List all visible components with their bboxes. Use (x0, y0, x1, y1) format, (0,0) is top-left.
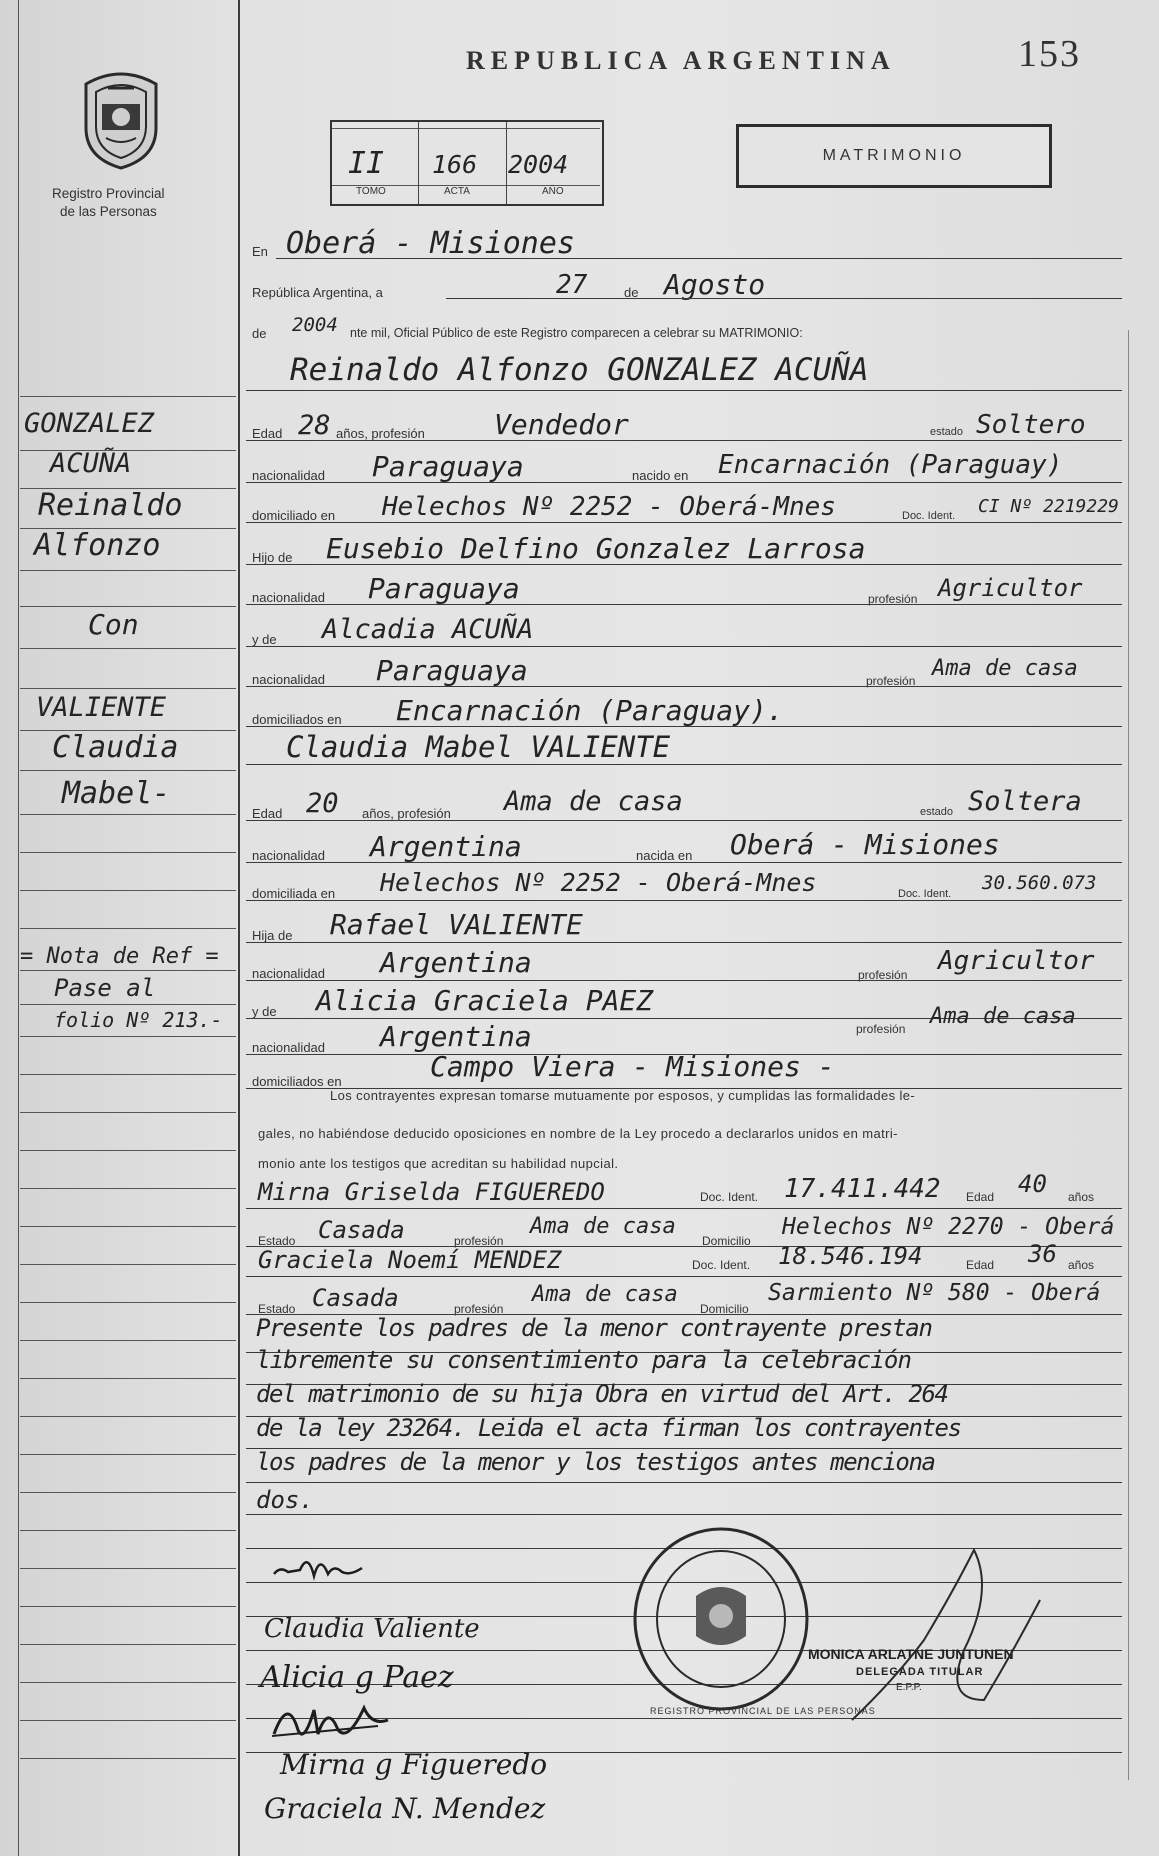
legal-text-line3: monio ante los testigos que acreditan su habilidad nupcial. (258, 1156, 619, 1171)
label-w1-profesion: profesión (454, 1234, 504, 1248)
bride-mother: Alicia Graciela PAEZ (316, 984, 654, 1017)
label-nacionalidad: nacionalidad (252, 468, 326, 483)
year: 2004 (292, 314, 338, 336)
witness2-profession: Ama de casa (532, 1282, 678, 1307)
bride-birthplace: Oberá - Misiones (730, 828, 1000, 861)
label-domiciliada: domiciliada en (252, 886, 336, 901)
label-nacido-en: nacido en (632, 468, 689, 483)
label-domiciliado: domiciliado en (252, 508, 336, 523)
registry-name-line2: de las Personas (60, 204, 157, 219)
label-domiciliados: domiciliados en (252, 712, 342, 727)
margin-groom-name2: Alfonzo (34, 528, 161, 563)
bride-mother-profession: Ama de casa (930, 1004, 1076, 1029)
act-type-box (736, 124, 1052, 188)
label-edad-2: Edad (252, 806, 283, 821)
label-y-de-2: y de (252, 1004, 277, 1019)
label-profesion-2: profesión (866, 674, 916, 688)
margin-note-line3: folio Nº 213.- (54, 1008, 223, 1032)
label-anos-profesion-2: años, profesión (362, 806, 451, 821)
groom-father: Eusebio Delfino Gonzalez Larrosa (326, 532, 866, 565)
witness1-name: Mirna Griselda FIGUEREDO (258, 1178, 605, 1206)
margin-note-line2: Pase al (54, 974, 156, 1002)
legal-text-line1: Los contrayentes expresan tomarse mutuamente por esposos, y cumplidas las formalidades le- (330, 1088, 916, 1103)
label-w2-doc: Doc. Ident. (692, 1258, 751, 1272)
intro-text: nte mil, Oficial Público de este Registro comparecen a celebrar su MATRIMONIO: (350, 326, 803, 340)
right-edge-line (1128, 330, 1129, 1780)
label-profesion-3: profesión (858, 968, 908, 982)
groom-father-profession: Agricultor (938, 574, 1083, 602)
margin-bride-name2: Mabel- (62, 776, 171, 811)
label-nacionalidad-6: nacionalidad (252, 1040, 326, 1055)
witness2-document: 18.546.194 (778, 1242, 923, 1270)
label-anos-profesion: años, profesión (336, 426, 425, 441)
groom-profession: Vendedor (494, 408, 629, 441)
bride-father-nationality: Argentina (380, 946, 532, 979)
groom-father-nationality: Paraguaya (368, 572, 520, 605)
label-w2-edad: Edad (966, 1258, 995, 1272)
groom-nationality: Paraguaya (372, 450, 524, 483)
groom-document: CI Nº 2219229 (978, 496, 1119, 517)
country-title: REPUBLICA ARGENTINA (466, 46, 896, 75)
label-en: En (252, 244, 268, 259)
act-type-label: MATRIMONIO (822, 147, 966, 164)
witness1-document: 17.411.442 (784, 1174, 941, 1204)
notes-line2: libremente su consentimiento para la celebración (256, 1346, 912, 1374)
label-doc-ident: Doc. Ident. (902, 510, 956, 522)
legal-text-line2: gales, no habiéndose deducido oposiciones en nombre de la Ley procedo a declararlos unidos en matri- (258, 1126, 898, 1141)
label-edad: Edad (252, 426, 283, 441)
left-margin-line (18, 0, 19, 1856)
acta-label: ACTA (444, 186, 470, 197)
label-w2-estado: Estado (258, 1302, 296, 1316)
groom-signature (270, 1546, 410, 1586)
tomo-label: TOMO (356, 186, 386, 197)
bride-document: 30.560.073 (982, 872, 1097, 894)
label-nacionalidad-5: nacionalidad (252, 966, 326, 981)
label-nacionalidad-3: nacionalidad (252, 672, 326, 687)
witness2-signature: Graciela N. Mendez (264, 1792, 546, 1825)
margin-bride-name1: Claudia (52, 730, 179, 765)
ano-label: AÑO (542, 186, 564, 197)
bride-age: 20 (306, 788, 339, 819)
registry-name-line1: Registro Provincial (52, 186, 165, 201)
label-profesion-4: profesión (856, 1022, 906, 1036)
label-w1-domicilio: Domicilio (702, 1234, 751, 1248)
label-w2-profesion: profesión (454, 1302, 504, 1316)
groom-parents-address: Encarnación (Paraguay). (396, 694, 784, 727)
witness1-signature: Mirna g Figueredo (280, 1748, 548, 1781)
notes-line3: del matrimonio de su hija Obra en virtud del Art. 264 (256, 1380, 948, 1408)
officer-signature (844, 1530, 1044, 1740)
witness2-age: 36 (1028, 1240, 1057, 1268)
label-w1-anos: años (1068, 1190, 1095, 1204)
bride-father-profession: Agricultor (938, 946, 1095, 976)
label-w1-estado: Estado (258, 1234, 296, 1248)
witness1-address: Helechos Nº 2270 - Oberá (782, 1214, 1115, 1240)
registry-seal-icon (78, 66, 164, 170)
label-hija-de: Hija de (252, 928, 293, 943)
label-w1-doc: Doc. Ident. (700, 1190, 759, 1204)
witness2-name: Graciela Noemí MENDEZ (258, 1246, 562, 1274)
label-y-de: y de (252, 632, 277, 647)
witness2-address: Sarmiento Nº 580 - Oberá (768, 1280, 1101, 1306)
label-nacionalidad-4: nacionalidad (252, 848, 326, 863)
official-stamp (626, 1524, 816, 1714)
ano-value: 2004 (508, 150, 569, 179)
groom-birthplace: Encarnación (Paraguay) (718, 450, 1063, 480)
label-doc-ident-2: Doc. Ident. (898, 888, 952, 900)
bride-profession: Ama de casa (504, 786, 683, 817)
stamp-officer-name: MONICA ARLATNE JUNTUNEN (808, 1646, 1014, 1662)
bride-signature: Claudia Valiente (264, 1614, 480, 1644)
groom-civil-status: Soltero (976, 410, 1086, 440)
tomo-acta-ano-box (330, 120, 604, 206)
groom-age: 28 (298, 410, 331, 441)
month: Agosto (664, 268, 766, 301)
bride-mother-nationality: Argentina (380, 1020, 532, 1053)
notes-line4: de la ley 23264. Leida el acta firman los contrayentes (256, 1414, 961, 1442)
groom-full-name: Reinaldo Alfonzo GONZALEZ ACUÑA (290, 352, 869, 388)
notes-line5: los padres de la menor y los testigos antes menciona (256, 1448, 935, 1476)
stamp-officer-role: DELEGADA TITULAR (856, 1666, 984, 1678)
label-w1-edad: Edad (966, 1190, 995, 1204)
label-w2-domicilio: Domicilio (700, 1302, 749, 1316)
day: 27 (556, 270, 588, 300)
label-estado: estado (930, 426, 964, 438)
label-de: de (624, 285, 639, 300)
stamp-ring-text: REGISTRO PROVINCIAL DE LAS PERSONAS (650, 1706, 876, 1716)
label-nacida-en: nacida en (636, 848, 693, 863)
margin-groom-surname1: GONZALEZ (24, 408, 155, 439)
groom-mother: Alcadia ACUÑA (322, 614, 534, 645)
column-divider-line (238, 0, 240, 1856)
notes-line6: dos. (256, 1486, 314, 1514)
margin-con: Con (88, 608, 139, 641)
stamp-sub: E.P.P. (896, 1682, 922, 1693)
margin-note-title: = Nota de Ref = (20, 944, 219, 969)
bride-mother-signature: Alicia g Paez (260, 1660, 454, 1695)
folio-number: 153 (1018, 33, 1081, 75)
label-domiciliados-2: domiciliados en (252, 1074, 342, 1089)
bride-father-signature (268, 1690, 418, 1750)
bride-address: Helechos Nº 2252 - Oberá-Mnes (380, 868, 817, 897)
groom-mother-nationality: Paraguaya (376, 654, 528, 687)
bride-civil-status: Soltera (968, 786, 1082, 817)
groom-address: Helechos Nº 2252 - Oberá-Mnes (382, 492, 836, 522)
place: Oberá - Misiones (286, 226, 575, 261)
label-w2-anos: años (1068, 1258, 1095, 1272)
label-de-year: de (252, 326, 267, 341)
witness1-civil-status: Casada (318, 1216, 405, 1244)
label-estado-2: estado (920, 806, 954, 818)
witness1-age: 40 (1018, 1170, 1047, 1198)
label-nacionalidad-2: nacionalidad (252, 590, 326, 605)
groom-mother-profession: Ama de casa (932, 656, 1078, 681)
margin-bride-surname: VALIENTE (36, 692, 167, 723)
witness2-civil-status: Casada (312, 1284, 399, 1312)
margin-groom-surname2: ACUÑA (50, 448, 132, 479)
label-profesion: profesión (868, 592, 918, 606)
witness1-profession: Ama de casa (530, 1214, 676, 1239)
label-republica: República Argentina, a (252, 285, 383, 300)
bride-full-name: Claudia Mabel VALIENTE (286, 730, 671, 764)
bride-parents-address: Campo Viera - Misiones - (430, 1050, 835, 1083)
bride-father: Rafael VALIENTE (330, 908, 583, 941)
label-hijo-de: Hijo de (252, 550, 293, 565)
tomo-value: II (348, 146, 385, 181)
notes-line1: Presente los padres de la menor contrayente prestan (256, 1314, 932, 1342)
acta-value: 166 (432, 150, 478, 179)
margin-groom-name1: Reinaldo (38, 488, 183, 523)
bride-nationality: Argentina (370, 830, 522, 863)
